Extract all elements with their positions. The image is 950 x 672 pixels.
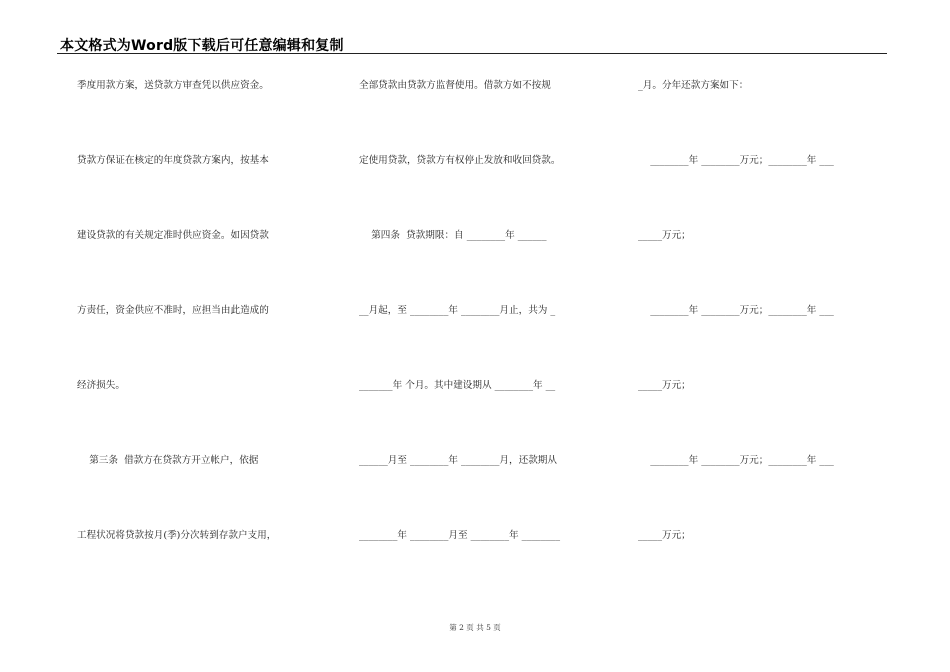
text-line: __月起，至 ________年 ________月止，共为 _ [359,305,556,316]
text-line: 贷款方保证在核定的年度贷款方案内，按基本 [77,155,269,166]
text-line: ________年 ________万元；________年 ___ [638,455,834,466]
text-line: ________年 ________月至 ________年 ________ [359,530,561,541]
text-line: 第三条 借款方在贷款方开立帐户，依据 [77,455,259,466]
text-line: 定使用贷款，贷款方有权停止发放和收回贷款。 [359,155,561,166]
page-footer-page-number: 第 2 页 共 5 页 [449,623,501,632]
text-line: 全部贷款由贷款方监督使用。借款方如不按规 [359,80,551,91]
text-line: 季度用款方案，送贷款方审查凭以供应资金。 [77,80,269,91]
text-line: 建设贷款的有关规定准时供应资金。如因贷款 [77,230,269,241]
text-line: _月。分年还款方案如下： [638,80,749,91]
text-line: ______月至 ________年 ________月，还款期从 [359,455,557,466]
text-line: _______年 个月。其中建设期从 ________年 __ [359,380,556,391]
page-header-title: 本文格式为Word版下载后可任意编辑和复制 [60,38,344,54]
text-line: _____万元； [638,230,691,241]
text-line: 方责任，资金供应不准时，应担当由此造成的 [77,305,269,316]
text-line: 经济损失。 [77,380,125,391]
text-line: ________年 ________万元；________年 ___ [638,155,834,166]
text-line: _____万元； [638,380,691,391]
text-line: 工程状况将贷款按月(季)分次转到存款户支用， [77,530,277,541]
text-line: 第四条 贷款期限：自 ________年 ______ [359,230,547,241]
text-line: ________年 ________万元；________年 ___ [638,305,834,316]
text-line: _____万元； [638,530,691,541]
header-divider [57,53,887,54]
